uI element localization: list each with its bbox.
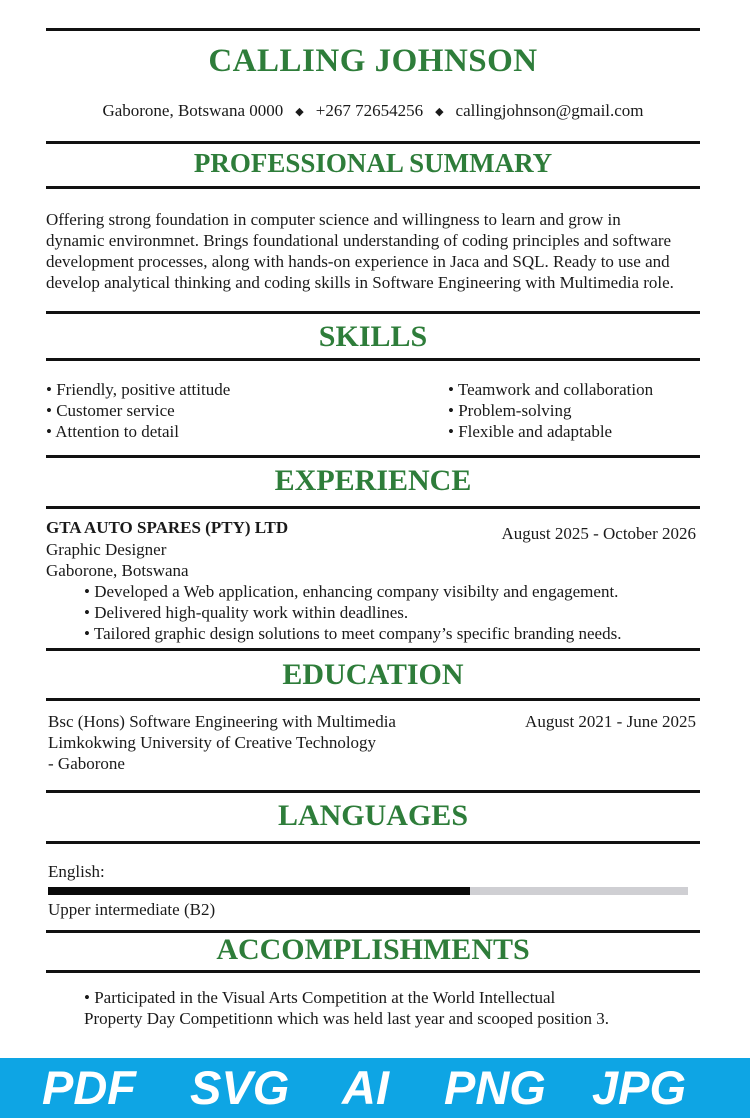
- section-rule: [46, 311, 700, 314]
- experience-dates: August 2025 - October 2026: [501, 524, 696, 543]
- language-name: English:: [48, 862, 105, 881]
- experience-bullet: • Tailored graphic design solutions to meet company’s specific branding needs.: [84, 624, 622, 643]
- language-proficiency-fill: [48, 887, 470, 895]
- contact-line: [46, 101, 700, 121]
- section-rule: [46, 455, 700, 458]
- accomplishment-line: Property Day Competitionn which was held last year and scooped position 3.: [84, 1009, 610, 1028]
- school-name: Limkokwing University of Creative Technology: [48, 733, 377, 752]
- experience-heading: EXPERIENCE: [274, 464, 472, 497]
- summary-line: develop analytical thinking and coding skills in Software Engineering with Multimedia role.: [46, 273, 674, 292]
- education-heading: EDUCATION: [282, 658, 464, 691]
- location-text: Gaborone, Botswana 0000: [102, 101, 284, 120]
- format-ai-label: AI: [342, 1061, 389, 1114]
- company-name: GTA AUTO SPARES (PTY) LTD: [46, 518, 289, 537]
- candidate-name: CALLING JOHNSON: [208, 43, 538, 79]
- email-text: callingjohnson@gmail.com: [455, 101, 644, 120]
- skill-item: • Flexible and adaptable: [448, 422, 613, 441]
- summary-heading: PROFESSIONAL SUMMARY: [193, 148, 553, 178]
- format-pdf-label: PDF: [42, 1061, 136, 1114]
- section-rule: [46, 648, 700, 651]
- language-level: Upper intermediate (B2): [48, 900, 216, 919]
- file-format-banner: [0, 1058, 750, 1118]
- summary-line: dynamic environmnet. Brings foundational understanding of coding principles and software: [46, 231, 672, 250]
- top-rule: [46, 28, 700, 31]
- section-rule: [46, 790, 700, 793]
- format-jpg-label: JPG: [592, 1061, 687, 1114]
- phone-text: +267 72654256: [315, 101, 424, 120]
- diamond-separator-icon: ◆: [435, 106, 444, 118]
- section-rule: [46, 186, 700, 189]
- job-title: Graphic Designer: [46, 540, 167, 559]
- format-png-label: PNG: [444, 1061, 546, 1114]
- section-rule: [46, 141, 700, 144]
- skill-item: • Customer service: [46, 401, 175, 420]
- languages-heading: LANGUAGES: [277, 799, 469, 832]
- job-location: Gaborone, Botswana: [46, 561, 189, 580]
- skills-heading: SKILLS: [318, 320, 428, 353]
- education-dates: August 2021 - June 2025: [525, 712, 696, 731]
- summary-line: Offering strong foundation in computer science and willingness to learn and grow in: [46, 210, 621, 229]
- section-rule: [46, 358, 700, 361]
- diamond-separator-icon: ◆: [295, 106, 304, 118]
- accomplishments-heading: ACCOMPLISHMENTS: [216, 933, 530, 966]
- school-city: - Gaborone: [48, 754, 125, 773]
- section-rule: [46, 506, 700, 509]
- summary-line: development processes, along with hands-on experience in Jaca and SQL. Ready to use and: [46, 252, 670, 271]
- degree-name: Bsc (Hons) Software Engineering with Multimedia: [48, 712, 396, 731]
- language-proficiency-bar: [48, 887, 688, 895]
- section-rule: [46, 841, 700, 844]
- accomplishment-line: • Participated in the Visual Arts Competition at the World Intellectual: [84, 988, 556, 1007]
- skill-item: • Attention to detail: [46, 422, 179, 441]
- section-rule: [46, 970, 700, 973]
- experience-bullet: • Delivered high-quality work within deadlines.: [84, 603, 409, 622]
- skill-item: • Friendly, positive attitude: [46, 380, 231, 399]
- experience-bullet: • Developed a Web application, enhancing company visibilty and engagement.: [84, 582, 619, 601]
- summary-paragraph: [46, 209, 706, 293]
- section-rule: [46, 698, 700, 701]
- skill-item: • Problem-solving: [448, 401, 572, 420]
- format-svg-label: SVG: [190, 1061, 290, 1114]
- skill-item: • Teamwork and collaboration: [448, 380, 654, 399]
